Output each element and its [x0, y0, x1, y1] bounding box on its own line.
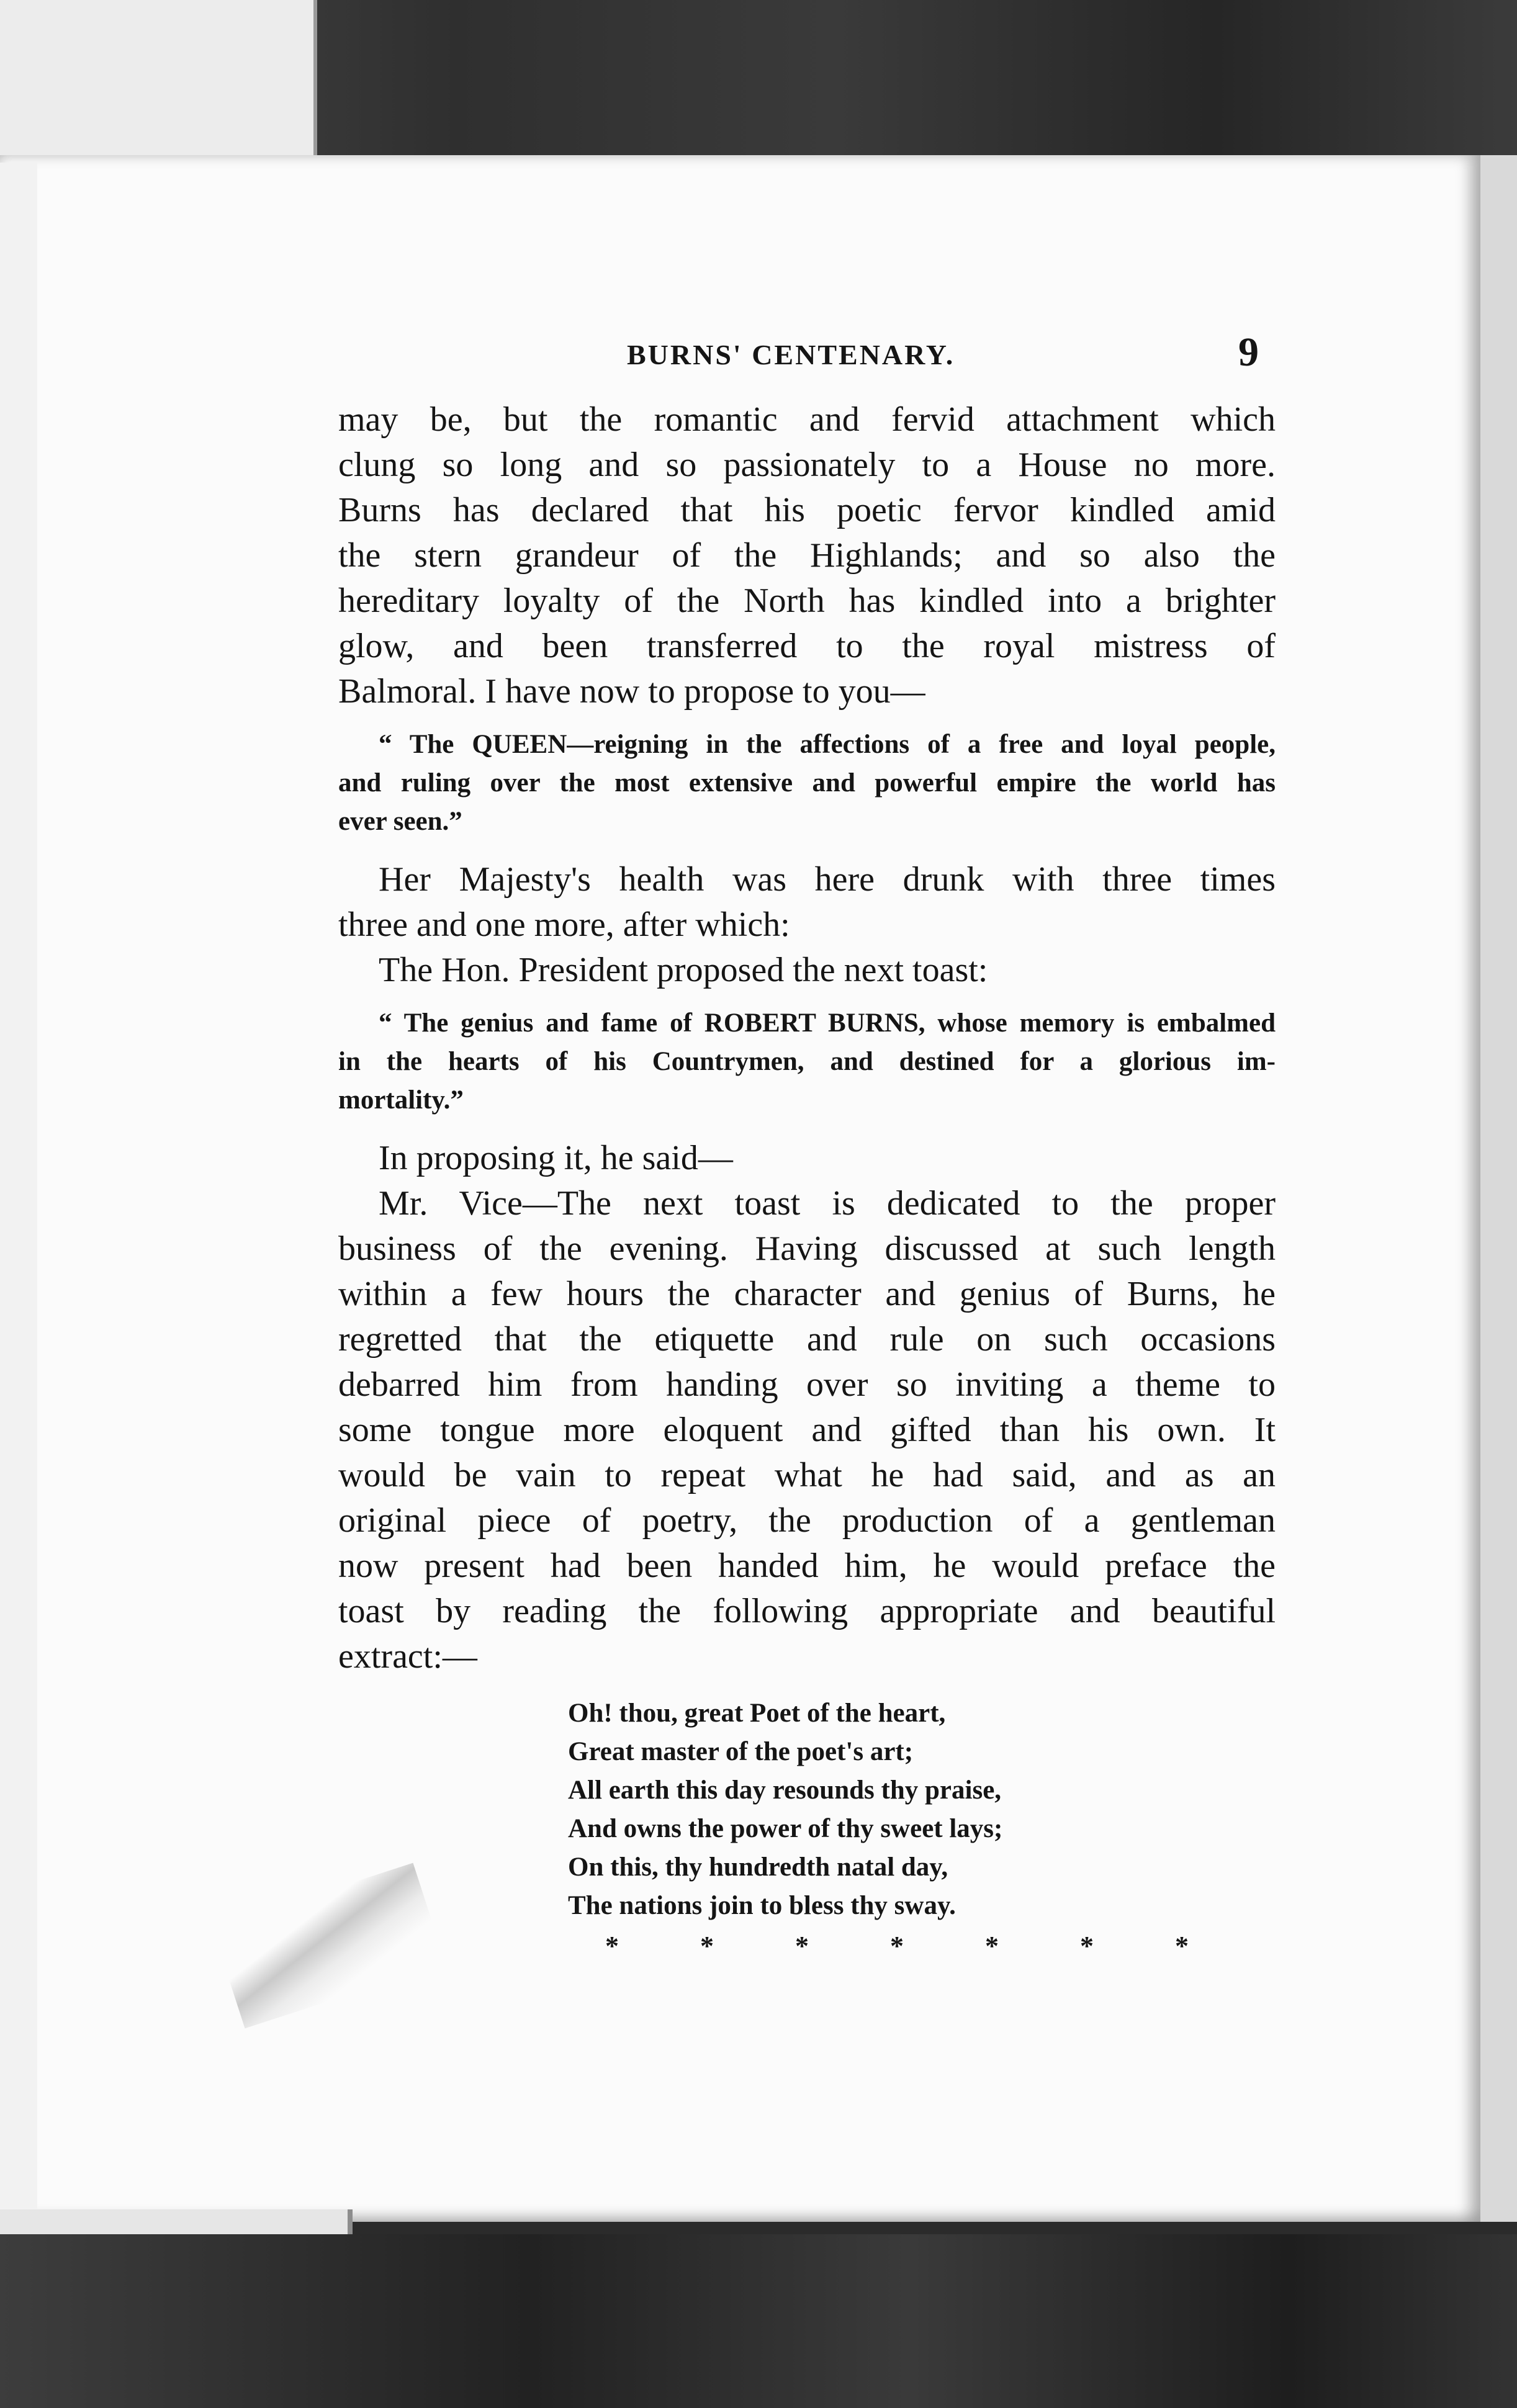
body-text — [338, 397, 1276, 1679]
text-line: debarred him from handing over so inviting a theme to — [338, 1365, 1276, 1404]
page-edge-right — [1480, 155, 1517, 2222]
text-line: toast by reading the following appropriate and beautiful — [338, 1592, 1276, 1630]
text-line: glow, and been transferred to the royal mistress of — [338, 627, 1276, 665]
toast-line: “ The QUEEN—reigning in the affections of a free and loyal people, — [379, 730, 1276, 759]
text-line: clung so long and so passionately to a House no more. — [338, 446, 1276, 484]
previous-page-edge — [0, 0, 317, 163]
poem-line: On this, thy hundredth natal day, — [568, 1853, 948, 1882]
text-line: three and one more, after which: — [338, 905, 790, 944]
toast-line: in the hearts of his Countrymen, and destined for a glorious im- — [338, 1047, 1276, 1076]
poem-line: Great master of the poet's art; — [568, 1737, 914, 1766]
paragraph-2 — [338, 857, 1276, 948]
poem-line: The nations join to bless thy sway. — [568, 1891, 956, 1920]
paragraph-4 — [338, 1136, 1276, 1181]
text-line: the stern grandeur of the Highlands; and so also the — [338, 536, 1276, 575]
paragraph-3 — [338, 948, 1276, 993]
poem-line: All earth this day resounds thy praise, — [568, 1776, 1002, 1805]
text-line: Burns has declared that his poetic fervor kindled amid — [338, 491, 1276, 529]
toast-queen — [338, 726, 1276, 841]
scan-background-bottom — [0, 2234, 1517, 2408]
poem-line: And owns the power of thy sweet lays; — [568, 1814, 1003, 1843]
text-line: business of the evening. Having discussed at such length — [338, 1229, 1276, 1268]
text-line: Balmoral. I have now to propose to you— — [338, 672, 925, 711]
text-line: Her Majesty's health was here drunk with three times — [379, 860, 1276, 899]
text-line: Mr. Vice—The next toast is dedicated to the proper — [379, 1184, 1276, 1223]
text-line: would be vain to repeat what he had said, and as an — [338, 1456, 1276, 1494]
section-break-asterisks: * * * * * * * — [605, 1931, 1226, 1961]
text-line: regretted that the etiquette and rule on such occasions — [338, 1320, 1276, 1359]
paragraph-5 — [338, 1181, 1276, 1679]
toast-burns — [338, 1004, 1276, 1120]
left-margin-strip — [0, 163, 37, 2223]
text-line: In proposing it, he said— — [379, 1139, 733, 1177]
text-line: The Hon. President proposed the next toast: — [379, 951, 988, 989]
running-head: BURNS' CENTENARY. — [627, 339, 955, 371]
toast-line: and ruling over the most extensive and powerful empire the world has — [338, 768, 1276, 797]
text-line: may be, but the romantic and fervid attachment which — [338, 400, 1276, 439]
text-line: within a few hours the character and genius of Burns, he — [338, 1275, 1276, 1313]
toast-line: ever seen.” — [338, 807, 462, 836]
toast-line: mortality.” — [338, 1085, 464, 1115]
text-line: hereditary loyalty of the North has kindled into a brighter — [338, 582, 1276, 620]
text-line: now present had been handed him, he would preface the — [338, 1547, 1276, 1585]
poem-extract — [568, 1694, 1002, 1925]
page-number: 9 — [1238, 330, 1259, 375]
text-line: original piece of poetry, the production of a gentleman — [338, 1501, 1276, 1540]
toast-line: “ The genius and fame of ROBERT BURNS, whose memory is embalmed — [379, 1009, 1276, 1038]
poem-line: Oh! thou, great Poet of the heart, — [568, 1699, 946, 1728]
text-line: some tongue more eloquent and gifted than his own. It — [338, 1411, 1276, 1449]
text-line: extract:— — [338, 1637, 477, 1676]
paragraph-1 — [338, 397, 1276, 714]
